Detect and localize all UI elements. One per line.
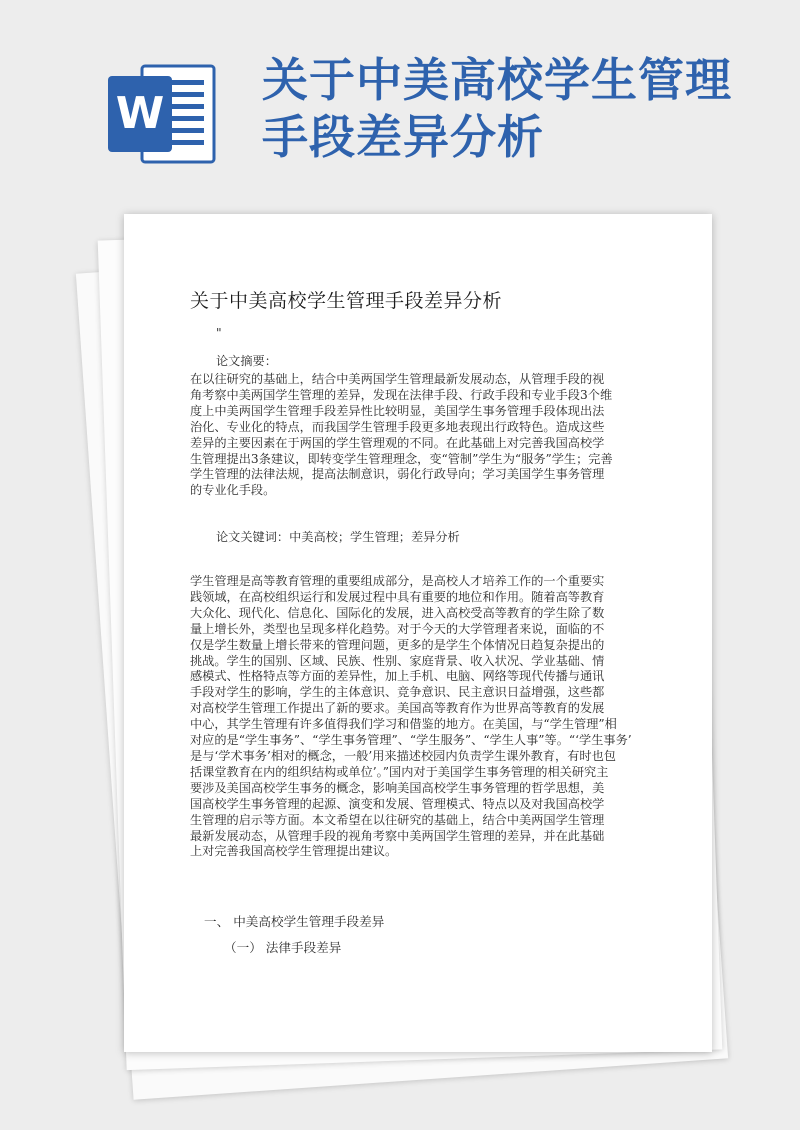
text-line: 对高校学生管理工作提出了新的要求。美国高等教育作为世界高等教育的发展: [190, 701, 605, 716]
quote-mark: ": [216, 326, 222, 340]
text-line: 学生管理的法律法规，提高法制意识，弱化行政导向；学习美国学生事务管理: [190, 467, 605, 482]
text-line: 挑战。学生的国别、区域、民族、性别、家庭背景、收入状况、学业基础、情: [190, 653, 605, 668]
body-paragraph: [190, 574, 632, 860]
text-line: 在以往研究的基础上，结合中美两国学生管理最新发展动态，从管理手段的视: [190, 372, 605, 386]
text-line: 生管理提出3条建议，即转变学生管理理念，变“管制”学生为“服务”学生；完善: [190, 451, 613, 466]
text-line: 最新发展动态，从管理手段的视角考察中美两国学生管理的差异，并在此基础: [190, 828, 605, 843]
text-line: 大众化、现代化、信息化、国际化的发展，进入高校受高等教育的学生除了数: [190, 605, 605, 620]
text-line: 度上中美两国学生管理手段差异性比较明显，美国学生事务管理手段体现出法: [190, 403, 605, 418]
text-line: 中心，其学生管理有许多值得我们学习和借鉴的地方。在美国，与“学生管理”相: [190, 717, 617, 732]
word-icon: [108, 62, 218, 166]
document-title: 关于中美高校学生管理手段差异分析: [190, 290, 503, 312]
text-line: 生管理的启示等方面。本文希望在以往研究的基础上，结合中美两国学生管理: [190, 812, 605, 827]
text-line: 括课堂教育在内的组织结构或单位’。”国内对于美国学生事务管理的相关研究主: [190, 764, 609, 779]
text-line: 角考察中美两国学生管理的差异，发现在法律手段、行政手段和专业手段3个维: [190, 387, 613, 402]
word-icon-letter: W: [115, 88, 165, 139]
abstract-paragraph: [190, 372, 613, 499]
text-line: 上对完善我国高校学生管理提出建议。: [190, 844, 398, 859]
banner-title-line-1: 关于中美高校学生管理: [262, 53, 732, 107]
text-line: 学生管理是高等教育管理的重要组成部分，是高校人才培养工作的一个重要实: [190, 574, 605, 588]
text-line: 量上增长外，类型也呈现多样化趋势。对于今天的大学管理者来说，面临的不: [190, 621, 605, 636]
document-page: [124, 214, 712, 1052]
text-line: 践领域，在高校组织运行和发展过程中具有重要的地位和作用。随着高等教育: [190, 589, 605, 604]
text-line: 手段对学生的影响，学生的主体意识、竞争意识、民主意识日益增强，这些都: [190, 685, 605, 700]
banner-title: [262, 52, 782, 166]
text-line: 的专业化手段。: [190, 483, 276, 498]
text-line: 治化、专业化的特点，而我国学生管理手段更多地表现出行政特色。造成这些: [190, 419, 605, 434]
abstract-label: 论文摘要：: [216, 354, 277, 368]
banner-title-line-2: 手段差异分析: [262, 110, 544, 164]
text-line: 是与‘学术事务’相对的概念，一般’用来描述校园内负责学生课外教育，有时也包: [190, 748, 616, 763]
subsection-heading: （一） 法律手段差异: [224, 940, 342, 955]
text-line: 对应的是“学生事务”、“学生事务管理”、“学生服务”、“学生人事”等。“‘学生事务’: [190, 733, 632, 748]
banner: [0, 0, 800, 190]
text-line: 仅是学生数量上增长带来的管理问题，更多的是学生个体情况日趋复杂提出的: [190, 637, 605, 652]
text-line: 要涉及美国高校学生事务的概念，影响美国高校学生事务管理的哲学思想，美: [190, 780, 605, 795]
text-line: 差异的主要因素在于两国的学生管理观的不同。在此基础上对完善我国高校学: [190, 435, 605, 450]
text-line: 感模式、性格特点等方面的差异性，加上手机、电脑、网络等现代传播与通讯: [190, 669, 605, 684]
text-line: 国高校学生事务管理的起源、演变和发展、管理模式、特点以及对我国高校学: [190, 796, 605, 811]
keywords-line: 论文关键词：中美高校；学生管理；差异分析: [216, 530, 460, 544]
section-heading: 一、 中美高校学生管理手段差异: [204, 914, 385, 929]
